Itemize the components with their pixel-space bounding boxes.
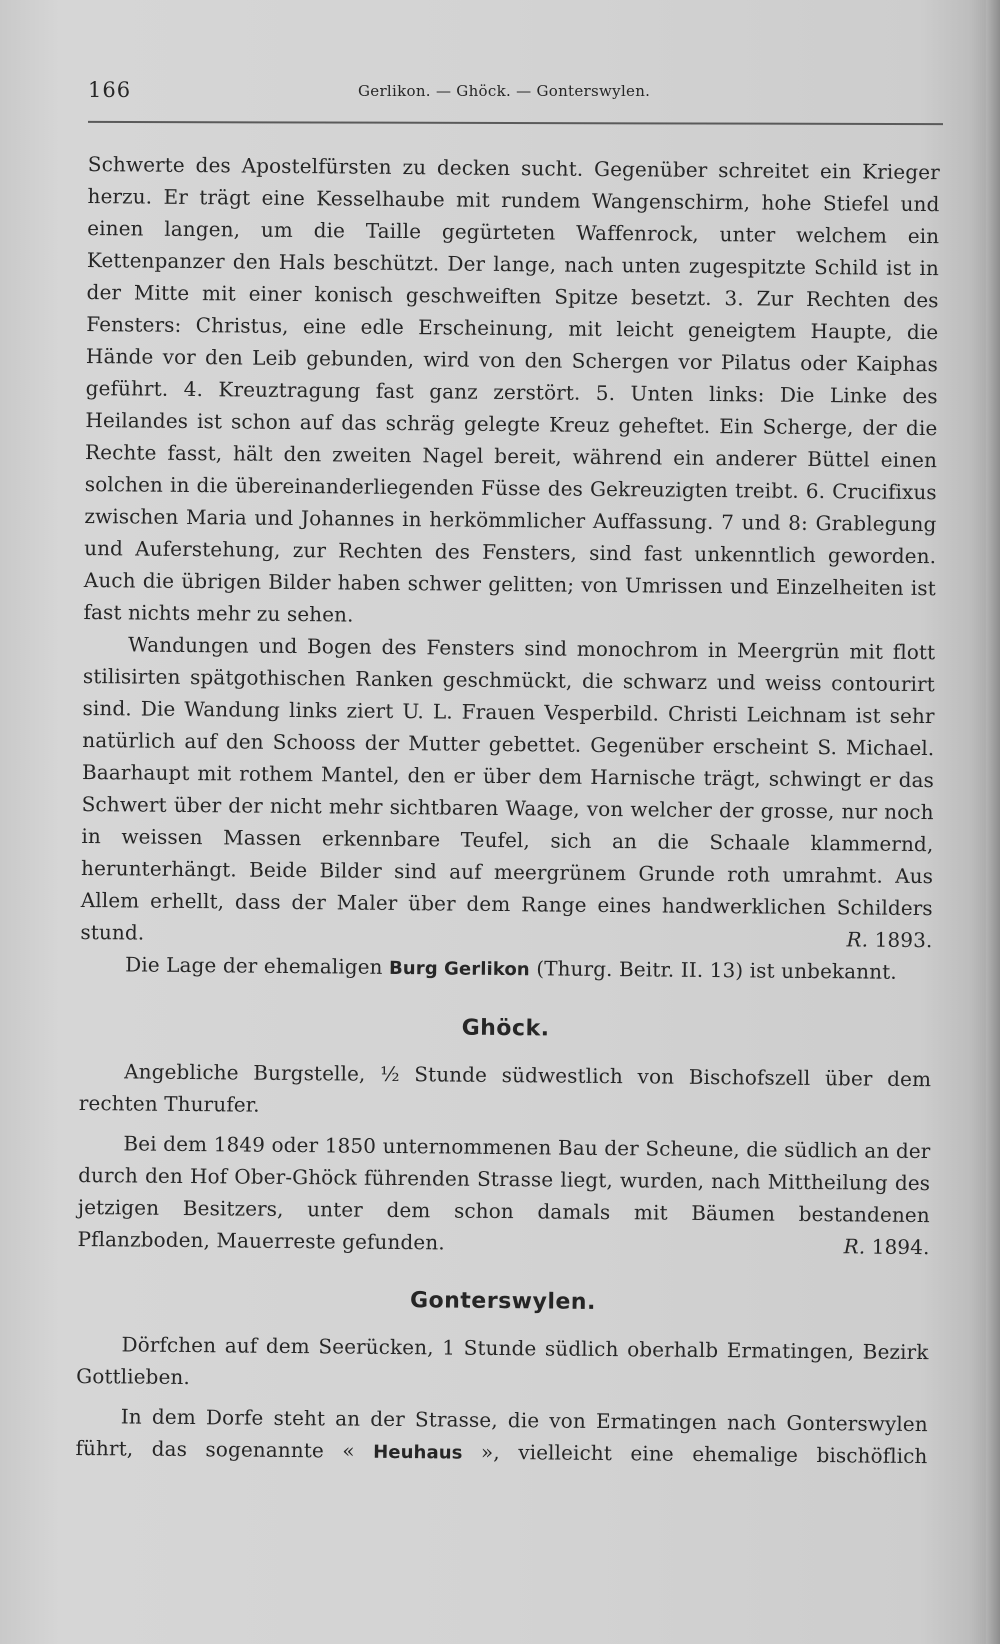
header-rule xyxy=(88,121,943,125)
gerlikon-paragraph-1: Schwerte des Apostelfürsten zu decken sucht. Gegenüber schreitet ein Krieger herzu. Er trägt eine Kesselhaube mit rundem Wangenschirm, hohe Stiefel und einen langen, um die Taille gegürteten Waffenrock, unter welchem ein Kettenpanzer den Hals beschützt. Der lange, nach unten zugespitzte Schild ist in der Mitte mit einer konisch geschweiften Spitze besetzt. 3. Zur Rechten des Fensters: Christus, eine edle Erscheinung, mit leicht geneigtem Haupte, die Hände vor den Leib gebunden, wird von den Schergen vor Pilatus oder Kaiphas geführt. 4. Kreuztragung fast ganz zerstört. 5. Unten links: Die Linke des Heilandes ist schon auf das schräg gelegte Kreuz geheftet. Ein Scherge, der die Rechte fasst, hält den zweiten Nagel bereit, während ein anderer Büttel einen solchen in die übereinanderliegenden Füsse des Gekreuzigten treibt. 6. Crucifixus zwischen Maria und Johannes in herkömmlicher Auffassung. 7 und 8: Grablegung und Auferstehung, zur Rechten des Fensters, sind fast unkenntlich geworden. Auch die übrigen Bilder haben schwer gelitten; von Umrissen und Einzelheiten ist fast nichts mehr zu sehen. xyxy=(83,151,940,627)
ghoeck-paragraph-2-text: Bei dem 1849 oder 1850 unternommenen Bau der Scheune, die südlich an der durch den Hof Ober-Ghöck führenden Strasse liegt, wurden, nach Mittheilung des jetzigen Besitzers, unter dem schon damals mit Bäumen bestandenen Pflanzboden, Mauerreste gefunden. xyxy=(77,1131,931,1255)
page-number: 166 xyxy=(88,78,132,102)
signature-initial: R. xyxy=(843,1234,866,1259)
signature-initial: R. xyxy=(846,927,869,952)
burg-text-after: (Thurg. Beitr. II. 13) ist unbekannt. xyxy=(536,956,897,984)
signature-year: 1894. xyxy=(871,1234,930,1260)
page-header xyxy=(88,78,938,108)
body-text xyxy=(75,148,940,1474)
heuhaus-text-before: In dem Dorfe steht an der Strasse, die von Ermatingen nach Gonterswylen führt, das sogenannte « xyxy=(75,1404,928,1463)
heading-ghoeck: Ghöck. xyxy=(461,1015,550,1042)
signature-1894 xyxy=(798,1230,929,1263)
signature-1893 xyxy=(801,923,932,956)
gerlikon-paragraph-2 xyxy=(80,628,935,956)
heuhaus-name: Heuhaus xyxy=(373,1441,463,1464)
running-title: Gerlikon. — Ghöck. — Gonterswylen. xyxy=(358,82,651,100)
gerlikon-paragraph-2-text: Wandungen und Bogen des Fensters sind monochrom in Meergrün mit flott stilisirten spätgothischen Ranken geschmückt, die schwarz und weiss contourirt sind. Die Wandung links ziert U. L. Frauen Vesperbild. Christi Leichnam ist sehr natürlich auf den Schooss der Mutter gebettet. Gegenüber erscheint S. Michael. Baarhaupt mit rothem Mantel, den er über dem Harnische trägt, schwingt er das Schwert über der nicht mehr sichtbaren Waage, von welcher der grosse, nur noch in weissen Massen erkennbare Teufel, sich an die Schaale klammernd, herunterhängt. Beide Bilder sind auf meergrünem Grunde roth umrahmt. Aus Allem erhellt, dass der Maler über dem Range eines handwerklichen Schilders stund. xyxy=(80,632,936,945)
burg-gerlikon-name: Burg Gerlikon xyxy=(388,957,530,981)
gonterswylen-paragraph-1: Dörfchen auf dem Seerücken, 1 Stunde südlich oberhalb Ermatingen, Bezirk Gottlieben. xyxy=(76,1332,929,1390)
ghoeck-paragraph-1: Angebliche Burgstelle, ½ Stunde südwestlich von Bischofszell über dem rechten Thurufer. xyxy=(78,1059,932,1117)
gerlikon-paragraph-3 xyxy=(80,948,932,990)
signature-year: 1893. xyxy=(874,927,933,953)
heading-gonterswylen: Gonterswylen. xyxy=(409,1288,596,1315)
ghoeck-paragraph-2 xyxy=(77,1127,930,1263)
heuhaus-text-after: », vielleicht eine ehemalige bischöflich xyxy=(480,1439,928,1469)
gonterswylen-paragraph-2 xyxy=(75,1400,928,1474)
burg-text-before: Die Lage der ehemaligen xyxy=(125,952,383,979)
page-edge-shadow xyxy=(986,0,1000,1644)
